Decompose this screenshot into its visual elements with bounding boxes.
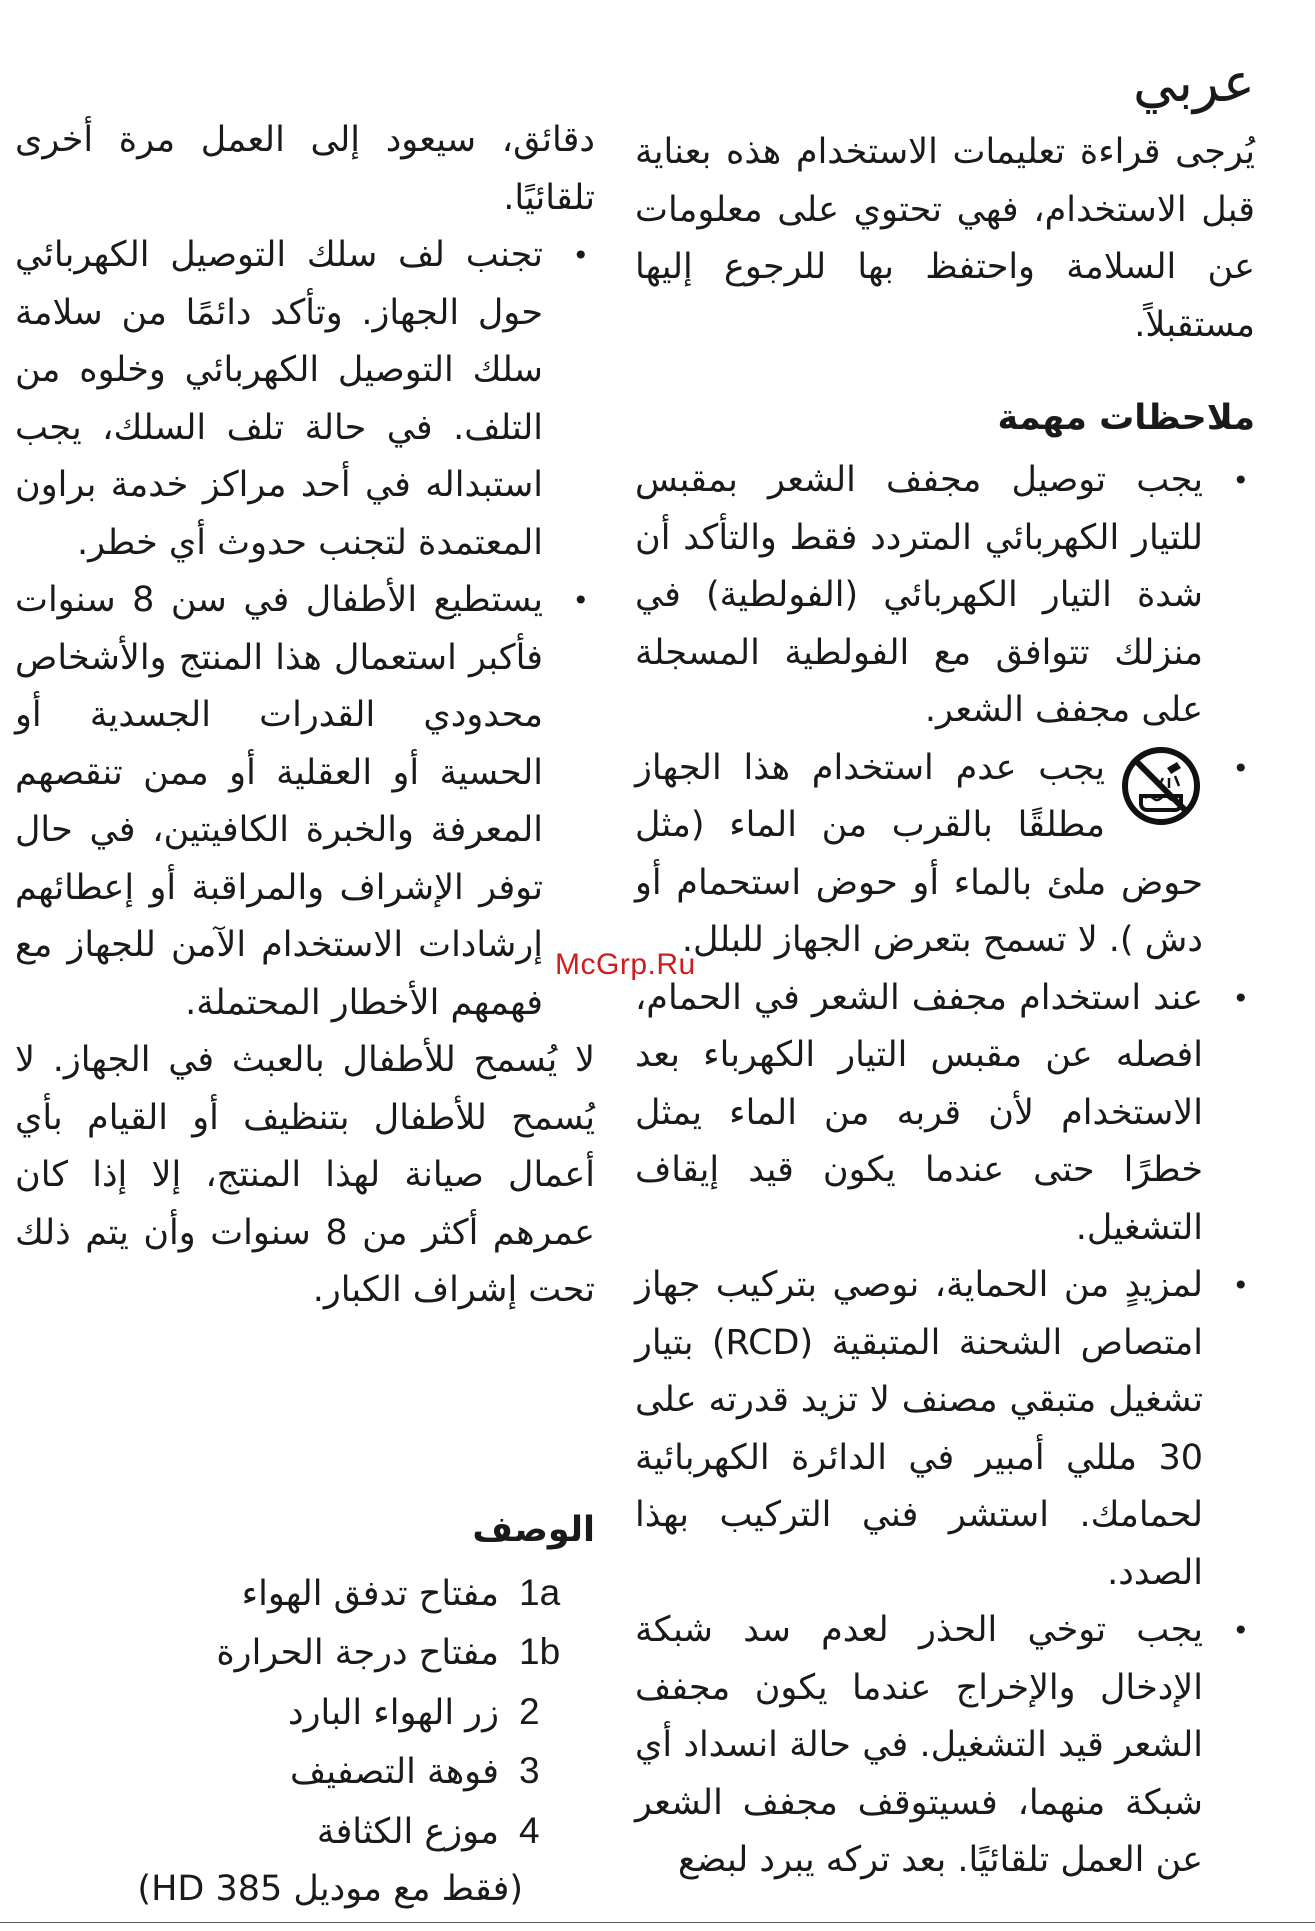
list-item	[635, 740, 1255, 970]
language-heading: عربي	[1132, 51, 1255, 114]
description-item	[15, 1802, 595, 1862]
part-number: 2	[519, 1690, 540, 1732]
left-column	[15, 112, 595, 1919]
part-label: مفتاح تدفق الهواء	[241, 1573, 499, 1614]
no-water-icon	[1119, 744, 1203, 828]
list-item-text: يجب توصيل مجفف الشعر بمقبس للتيار الكهربائي المتردد فقط والتأكد أن شدة التيار الكهربائي (الفولطية) في منزلك تتوافق مع الفولطية المسجلة على مجفف الشعر.	[635, 460, 1203, 730]
description-title: الوصف	[472, 1509, 595, 1550]
intro-paragraph: يُرجى قراءة تعليمات الاستخدام هذه بعناية قبل الاستخدام، فهي تحتوي على معلومات عن السلامة واحتفظ بها للرجوع إليها مستقبلاً.	[635, 132, 1255, 345]
list-item-text: عند استخدام مجفف الشعر في الحمام، افصله عن مقبس التيار الكهرباء بعد الاستخدام لأن قربه من الماء يمثل خطرًا حتى عندما يكون قيد إيقاف التشغيل.	[635, 977, 1203, 1248]
part-label: زر الهواء البارد	[288, 1692, 499, 1733]
description-item	[15, 1623, 595, 1683]
part-number: 1a	[519, 1571, 561, 1613]
spacer	[15, 1320, 595, 1500]
model-note: (فقط مع موديل HD 385)	[137, 1869, 523, 1909]
important-notes-title: ملاحظات مهمة	[997, 398, 1255, 438]
description-item	[15, 1564, 595, 1624]
list-item-text: يستطيع الأطفال في سن 8 سنوات فأكبر استعمال هذا المنتج والأشخاص محدودي القدرات الجسدية أو الحسية أو العقلية أو ممن تنقصهم المعرفة والخبرة الكافيتين، في حال توفر الإشراف والمراقبة أو إعطائهم إرشادات الاستخدام الآمن للجهاز مع فهمهم الأخطار المحتملة.	[15, 580, 543, 1023]
bullet-icon: •	[572, 239, 589, 272]
right-column	[635, 40, 1255, 1890]
watermark: McGrp.Ru	[555, 948, 696, 981]
list-item-text: يجب توخي الحذر لعدم سد شبكة الإدخال والإخراج عندما يكون مجفف الشعر قيد التشغيل. في حالة انسداد أي شبكة منهما، فسيتوقف مجفف الشعر عن العمل تلقائيًا. بعد تركه يبرد لبضع	[635, 1610, 1203, 1880]
description-item	[15, 1742, 595, 1802]
bullet-icon: •	[1232, 464, 1249, 497]
continuation-paragraph: دقائق، سيعود إلى العمل مرة أخرى تلقائيًا.	[15, 120, 595, 218]
list-item	[15, 227, 595, 572]
part-number: 3	[519, 1750, 540, 1791]
list-item	[15, 572, 595, 1032]
bullet-icon: •	[572, 584, 589, 617]
list-item-text: لمزيدٍ من الحماية، نوصي بتركيب جهاز امتصاص الشحنة المتبقية (RCD) بتيار تشغيل متبقي مصنف لا تزيد قدرته على 30 مللي أمبير في الدائرة الكهربائية لحمامك. استشر فني التركيب بهذا الصدد.	[635, 1265, 1204, 1593]
list-item	[635, 970, 1255, 1258]
bottom-divider	[0, 1922, 1315, 1923]
list-item-text: يجب عدم استخدام هذا الجهاز مطلقًا بالقرب من الماء (مثل حوض ملئ بالماء أو حوض استحمام أو دش ). لا تسمح بتعرض الجهاز للبلل.	[635, 747, 1203, 960]
list-item	[635, 452, 1255, 740]
bullet-icon: •	[1232, 1614, 1249, 1647]
list-item-text: تجنب لف سلك التوصيل الكهربائي حول الجهاز. وتأكد دائمًا من سلامة سلك التوصيل الكهربائي وخلوه من التلف. في حالة تلف السلك، يجب استبداله في أحد مراكز خدمة براون المعتمدة لتجنب حدوث أي خطر.	[15, 235, 543, 563]
part-label: مفتاح درجة الحرارة	[216, 1633, 499, 1673]
list-item	[635, 1257, 1255, 1602]
description-list	[15, 1564, 595, 1919]
bullet-icon: •	[1232, 1269, 1249, 1302]
part-number: 4	[519, 1809, 540, 1851]
part-label: فوهة التصفيف	[290, 1752, 499, 1792]
important-notes-list	[635, 452, 1255, 1890]
children-warning-paragraph: لا يُسمح للأطفال بالعبث في الجهاز. لا يُسمح للأطفال بتنظيف أو القيام بأي أعمال صيانة لهذا المنتج، إلا إذا كان عمرهم أكثر من 8 سنوات وأن يتم ذلك تحت إشراف الكبار.	[15, 1040, 595, 1310]
bullet-icon: •	[1232, 751, 1249, 785]
safety-list	[15, 227, 595, 1032]
list-item	[635, 1602, 1255, 1890]
part-number: 1b	[519, 1631, 561, 1672]
description-item	[15, 1683, 595, 1743]
bullet-icon: •	[1232, 981, 1249, 1015]
part-label: موزع الكثافة	[316, 1811, 499, 1852]
